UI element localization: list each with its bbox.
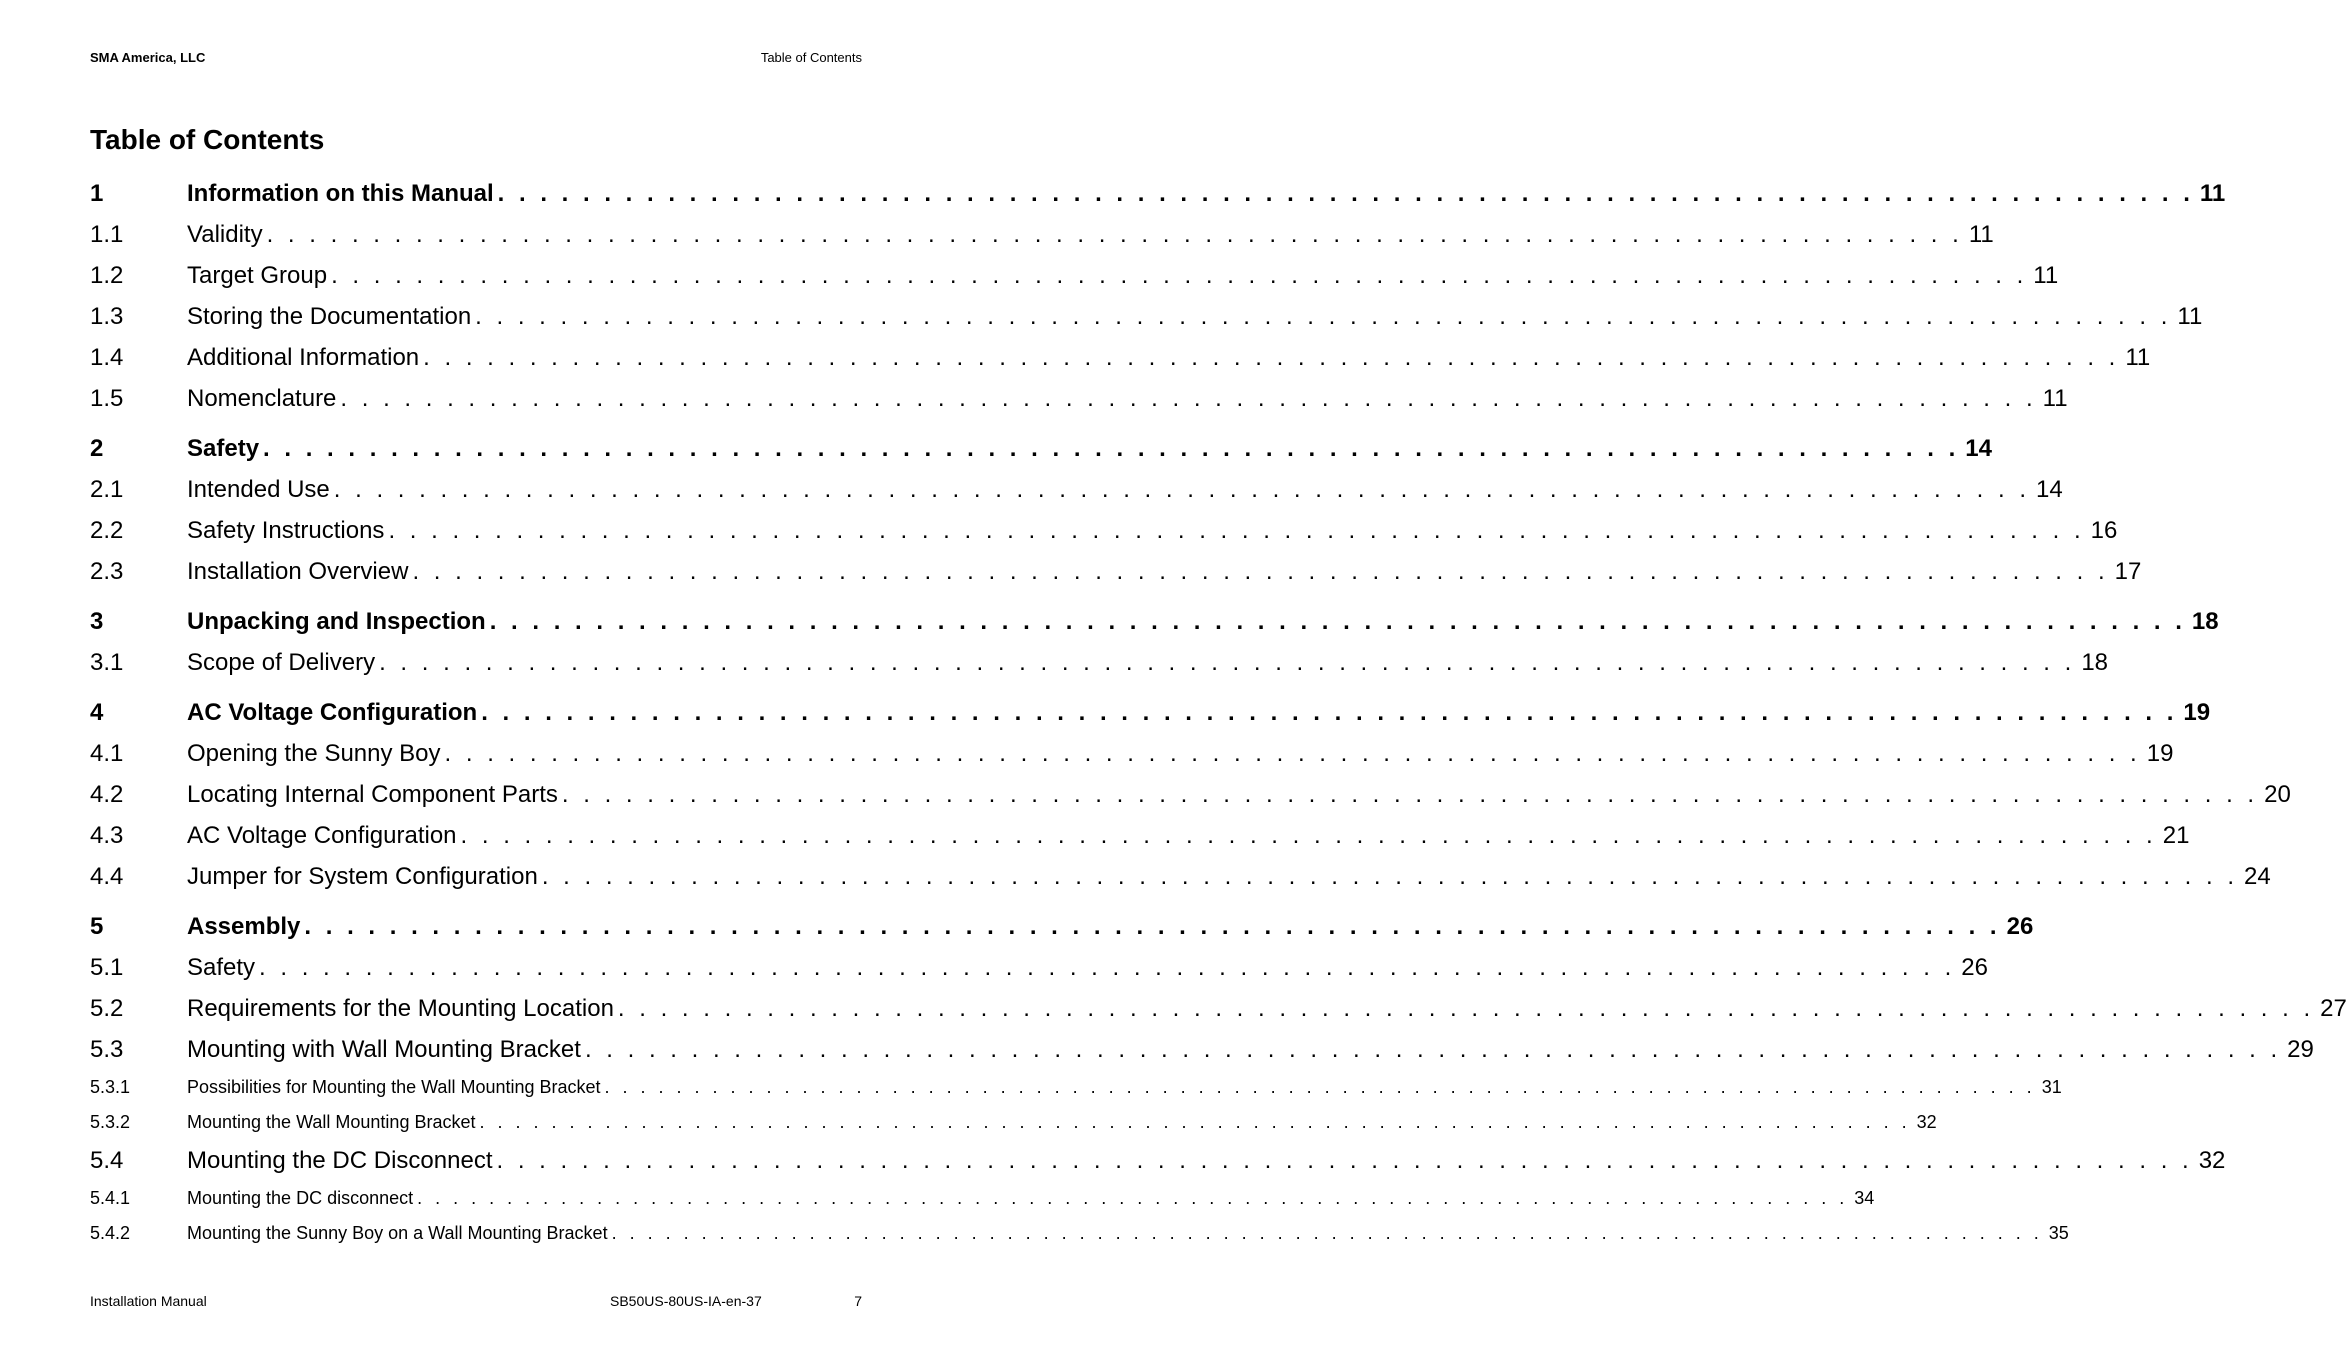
toc-leader-dots: . . . . . . . . . . . . . . . . . . . . . . . . . . . . . . . . . . . . . . . . . . . . . . . . . . . . . . . . . . . . . . . . . . . . . . . . . . . . . . . . bbox=[388, 517, 2085, 544]
toc-entry[interactable] bbox=[90, 378, 2068, 419]
toc-entry-number: 5.1 bbox=[90, 954, 124, 981]
toc-entry-number: 4.2 bbox=[90, 781, 124, 808]
toc-entry-page: 16 bbox=[2090, 517, 2118, 544]
toc-entry-number: 1.5 bbox=[90, 385, 124, 412]
toc-entry-title: Mounting the Wall Mounting Bracket bbox=[187, 1112, 476, 1132]
toc-entry-number: 1.4 bbox=[90, 344, 124, 371]
toc-entry-number: 5.4 bbox=[90, 1147, 124, 1174]
toc-entry-page: 11 bbox=[2125, 344, 2151, 371]
toc-entry-number: 3.1 bbox=[90, 649, 124, 676]
toc-entry-page: 17 bbox=[2114, 558, 2142, 585]
toc-leader-dots: . . . . . . . . . . . . . . . . . . . . . . . . . . . . . . . . . . . . . . . . . . . . . . . . . . . . . . . . . . . . . . . . . . . . . . . . . . . . . . . . bbox=[412, 558, 2109, 585]
toc-leader-dots: . . . . . . . . . . . . . . . . . . . . . . . . . . . . . . . . . . . . . . . . . . . . . . . . . . . . . . . . . . . . . . . . . . . . . . . . . . . . . . . . bbox=[417, 1188, 1849, 1208]
toc-entry[interactable] bbox=[90, 296, 2203, 337]
toc-entry[interactable] bbox=[90, 947, 1988, 988]
toc-leader-dots: . . . . . . . . . . . . . . . . . . . . . . . . . . . . . . . . . . . . . . . . . . . . . . . . . . . . . . . . . . . . . . . . . . . . . . . . . . . . . . . . bbox=[331, 262, 2028, 289]
toc-leader-dots: . . . . . . . . . . . . . . . . . . . . . . . . . . . . . . . . . . . . . . . . . . . . . . . . . . . . . . . . . . . . . . . . . . . . . . . . . . . . . . . . bbox=[489, 608, 2186, 635]
toc-entry-title: Safety bbox=[187, 954, 256, 981]
toc-entry-title: Additional Information bbox=[187, 344, 420, 371]
toc-leader-dots: . . . . . . . . . . . . . . . . . . . . . . . . . . . . . . . . . . . . . . . . . . . . . . . . . . . . . . . . . . . . . . . . . . . . . . . . . . . . . . . . bbox=[304, 913, 2001, 940]
toc-entry-title: Scope of Delivery bbox=[187, 649, 376, 676]
toc-entry-page: 19 bbox=[2183, 699, 2211, 726]
toc-entry-title: Unpacking and Inspection bbox=[187, 608, 486, 635]
toc-entry-number: 5.3.1 bbox=[90, 1077, 131, 1097]
toc-entry-page: 27 bbox=[2320, 995, 2347, 1022]
toc-entry-title: AC Voltage Configuration bbox=[187, 822, 457, 849]
toc-entry-title: Intended Use bbox=[187, 476, 330, 503]
toc-entry[interactable] bbox=[90, 469, 2063, 510]
toc-entry-page: 11 bbox=[1968, 221, 1994, 248]
toc-entry[interactable] bbox=[90, 337, 2151, 378]
toc-entry[interactable] bbox=[90, 429, 1992, 469]
toc-entry-number: 5.4.1 bbox=[90, 1188, 131, 1208]
toc-leader-dots: . . . . . . . . . . . . . . . . . . . . . . . . . . . . . . . . . . . . . . . . . . . . . . . . . . . . . . . . . . . . . . . . . . . . . . . . . . . . . . . . bbox=[604, 1077, 2036, 1097]
toc-entry-page: 14 bbox=[1965, 435, 1992, 462]
toc-entry-page: 19 bbox=[2146, 740, 2174, 767]
toc-leader-dots: . . . . . . . . . . . . . . . . . . . . . . . . . . . . . . . . . . . . . . . . . . . . . . . . . . . . . . . . . . . . . . . . . . . . . . . . . . . . . . . . bbox=[481, 699, 2178, 726]
toc-leader-dots: . . . . . . . . . . . . . . . . . . . . . . . . . . . . . . . . . . . . . . . . . . . . . . . . . . . . . . . . . . . . . . . . . . . . . . . . . . . . . . . . bbox=[561, 781, 2259, 808]
toc-leader-dots: . . . . . . . . . . . . . . . . . . . . . . . . . . . . . . . . . . . . . . . . . . . . . . . . . . . . . . . . . . . . . . . . . . . . . . . . . . . . . . . . bbox=[460, 822, 2157, 849]
toc-entry-number: 5.3.2 bbox=[90, 1112, 131, 1132]
toc-leader-dots: . . . . . . . . . . . . . . . . . . . . . . . . . . . . . . . . . . . . . . . . . . . . . . . . . . . . . . . . . . . . . . . . . . . . . . . . . . . . . . . . bbox=[333, 476, 2030, 503]
toc-leader-dots: . . . . . . . . . . . . . . . . . . . . . . . . . . . . . . . . . . . . . . . . . . . . . . . . . . . . . . . . . . . . . . . . . . . . . . . . . . . . . . . . bbox=[263, 435, 1960, 462]
toc-entry[interactable] bbox=[90, 1029, 2314, 1070]
toc-entry[interactable] bbox=[90, 733, 2174, 774]
toc-entry-number: 4.1 bbox=[90, 740, 124, 767]
toc-entry[interactable] bbox=[90, 642, 2109, 683]
toc-leader-dots: . . . . . . . . . . . . . . . . . . . . . . . . . . . . . . . . . . . . . . . . . . . . . . . . . . . . . . . . . . . . . . . . . . . . . . . . . . . . . . . . bbox=[617, 995, 2315, 1022]
toc-entry-number: 4 bbox=[90, 699, 104, 726]
footer-manual-name: Installation Manual bbox=[90, 1293, 207, 1309]
toc-entry-title: Storing the Documentation bbox=[187, 303, 472, 330]
toc-entry-page: 14 bbox=[2036, 476, 2063, 503]
toc-entry[interactable] bbox=[90, 1216, 2069, 1251]
toc-entry-number: 5 bbox=[90, 913, 104, 940]
toc-entry[interactable] bbox=[90, 1181, 1875, 1216]
toc-entry-title: Installation Overview bbox=[187, 558, 409, 585]
toc-entry[interactable] bbox=[90, 988, 2347, 1029]
toc-entry[interactable] bbox=[90, 907, 2034, 947]
toc-entry-number: 2 bbox=[90, 435, 104, 462]
toc-entry-title: Mounting the DC disconnect bbox=[187, 1188, 414, 1208]
toc-entry-page: 11 bbox=[2177, 303, 2203, 330]
toc-entry-page: 29 bbox=[2287, 1036, 2314, 1063]
toc-entry[interactable] bbox=[90, 510, 2118, 551]
toc-entry[interactable] bbox=[90, 774, 2291, 815]
toc-entry[interactable] bbox=[90, 815, 2190, 856]
toc-entry-number: 2.1 bbox=[90, 476, 124, 503]
toc-entry-page: 11 bbox=[2199, 180, 2226, 207]
toc-entry-title: Validity bbox=[187, 221, 263, 248]
toc-leader-dots: . . . . . . . . . . . . . . . . . . . . . . . . . . . . . . . . . . . . . . . . . . . . . . . . . . . . . . . . . . . . . . . . . . . . . . . . . . . . . . . . bbox=[444, 740, 2141, 767]
page-title: Table of Contents bbox=[90, 124, 325, 155]
toc-entry-page: 21 bbox=[2162, 822, 2190, 849]
toc-entry-title: Mounting the Sunny Boy on a Wall Mounting Bracket bbox=[187, 1223, 608, 1243]
toc-entry-page: 34 bbox=[1854, 1188, 1875, 1208]
footer-page-number: 7 bbox=[854, 1293, 862, 1309]
toc-entry-page: 31 bbox=[2041, 1077, 2062, 1097]
toc-entry-number: 5.3 bbox=[90, 1036, 124, 1063]
toc-leader-dots: . . . . . . . . . . . . . . . . . . . . . . . . . . . . . . . . . . . . . . . . . . . . . . . . . . . . . . . . . . . . . . . . . . . . . . . . . . . . . . . . bbox=[340, 385, 2037, 412]
toc-leader-dots: . . . . . . . . . . . . . . . . . . . . . . . . . . . . . . . . . . . . . . . . . . . . . . . . . . . . . . . . . . . . . . . . . . . . . . . . . . . . . . . . bbox=[266, 221, 1963, 248]
toc-entry-title: Information on this Manual bbox=[187, 180, 494, 207]
toc-entry[interactable] bbox=[90, 693, 2211, 733]
toc-entry-title: Possibilities for Mounting the Wall Mounting Bracket bbox=[187, 1077, 601, 1097]
toc-leader-dots: . . . . . . . . . . . . . . . . . . . . . . . . . . . . . . . . . . . . . . . . . . . . . . . . . . . . . . . . . . . . . . . . . . . . . . . . . . . . . . . . bbox=[541, 863, 2239, 890]
toc-entry-title: Jumper for System Configuration bbox=[187, 863, 538, 890]
toc-leader-dots: . . . . . . . . . . . . . . . . . . . . . . . . . . . . . . . . . . . . . . . . . . . . . . . . . . . . . . . . . . . . . . . . . . . . . . . . . . . . . . . . bbox=[584, 1036, 2282, 1063]
toc-entry-title: Opening the Sunny Boy bbox=[187, 740, 441, 767]
toc-entry-number: 1.2 bbox=[90, 262, 124, 289]
toc-entry-number: 1 bbox=[90, 180, 104, 207]
toc-leader-dots: . . . . . . . . . . . . . . . . . . . . . . . . . . . . . . . . . . . . . . . . . . . . . . . . . . . . . . . . . . . . . . . . . . . . . . . . . . . . . . . . bbox=[379, 649, 2076, 676]
toc-entry-title: Mounting the DC Disconnect bbox=[187, 1147, 493, 1174]
footer-doc-id: SB50US-80US-IA-en-37 bbox=[610, 1293, 762, 1309]
toc-entry-page: 26 bbox=[1961, 954, 1988, 981]
header-section: Table of Contents bbox=[760, 50, 862, 65]
toc-entry-title: Assembly bbox=[187, 913, 301, 940]
header-company: SMA America, LLC bbox=[90, 50, 206, 65]
toc-entry-page: 32 bbox=[1916, 1112, 1937, 1132]
toc-leader-dots: . . . . . . . . . . . . . . . . . . . . . . . . . . . . . . . . . . . . . . . . . . . . . . . . . . . . . . . . . . . . . . . . . . . . . . . . . . . . . . . . bbox=[611, 1223, 2043, 1243]
toc-leader-dots: . . . . . . . . . . . . . . . . . . . . . . . . . . . . . . . . . . . . . . . . . . . . . . . . . . . . . . . . . . . . . . . . . . . . . . . . . . . . . . . . bbox=[497, 180, 2194, 207]
toc-entry[interactable] bbox=[90, 174, 2226, 214]
toc-entry-title: Safety bbox=[187, 435, 260, 462]
toc-entry-title: AC Voltage Configuration bbox=[187, 699, 478, 726]
toc-entry-page: 18 bbox=[2191, 608, 2219, 635]
toc-leader-dots: . . . . . . . . . . . . . . . . . . . . . . . . . . . . . . . . . . . . . . . . . . . . . . . . . . . . . . . . . . . . . . . . . . . . . . . . . . . . . . . . bbox=[475, 303, 2172, 330]
toc-entry-number: 1.1 bbox=[90, 221, 124, 248]
toc-entry-page: 11 bbox=[2042, 385, 2068, 412]
toc-entry-number: 2.2 bbox=[90, 517, 124, 544]
toc-entry[interactable] bbox=[90, 1140, 2226, 1181]
toc-entry-page: 35 bbox=[2048, 1223, 2069, 1243]
toc-entry-title: Locating Internal Component Parts bbox=[187, 781, 558, 808]
toc-leader-dots: . . . . . . . . . . . . . . . . . . . . . . . . . . . . . . . . . . . . . . . . . . . . . . . . . . . . . . . . . . . . . . . . . . . . . . . . . . . . . . . . bbox=[479, 1112, 1911, 1132]
toc-entry-title: Target Group bbox=[187, 262, 328, 289]
toc-leader-dots: . . . . . . . . . . . . . . . . . . . . . . . . . . . . . . . . . . . . . . . . . . . . . . . . . . . . . . . . . . . . . . . . . . . . . . . . . . . . . . . . bbox=[423, 344, 2120, 371]
toc-list bbox=[90, 172, 2347, 1251]
toc-entry-number: 1.3 bbox=[90, 303, 124, 330]
toc-entry-page: 20 bbox=[2264, 781, 2291, 808]
toc-entry-number: 4.4 bbox=[90, 863, 124, 890]
toc-entry[interactable] bbox=[90, 1105, 1937, 1140]
toc-entry-number: 5.4.2 bbox=[90, 1223, 131, 1243]
toc-entry[interactable] bbox=[90, 856, 2271, 897]
toc-entry[interactable] bbox=[90, 214, 1994, 255]
toc-entry-number: 2.3 bbox=[90, 558, 124, 585]
toc-entry-title: Mounting with Wall Mounting Bracket bbox=[187, 1036, 581, 1063]
toc-leader-dots: . . . . . . . . . . . . . . . . . . . . . . . . . . . . . . . . . . . . . . . . . . . . . . . . . . . . . . . . . . . . . . . . . . . . . . . . . . . . . . . . bbox=[259, 954, 1956, 981]
toc-entry-number: 4.3 bbox=[90, 822, 124, 849]
toc-entry-page: 11 bbox=[2033, 262, 2059, 289]
toc-entry-page: 26 bbox=[2006, 913, 2034, 940]
toc-entry-number: 5.2 bbox=[90, 995, 124, 1022]
toc-entry-title: Safety Instructions bbox=[187, 517, 385, 544]
toc-leader-dots: . . . . . . . . . . . . . . . . . . . . . . . . . . . . . . . . . . . . . . . . . . . . . . . . . . . . . . . . . . . . . . . . . . . . . . . . . . . . . . . . bbox=[496, 1147, 2193, 1174]
toc-entry[interactable] bbox=[90, 1070, 2062, 1105]
toc-entry-number: 3 bbox=[90, 608, 104, 635]
toc-entry-page: 18 bbox=[2081, 649, 2109, 676]
toc-entry-title: Nomenclature bbox=[187, 385, 337, 412]
toc-entry-page: 24 bbox=[2244, 863, 2271, 890]
toc-entry[interactable] bbox=[90, 551, 2142, 592]
toc-entry[interactable] bbox=[90, 255, 2059, 296]
toc-entry-page: 32 bbox=[2198, 1147, 2226, 1174]
toc-entry-title: Requirements for the Mounting Location bbox=[187, 995, 614, 1022]
toc-entry[interactable] bbox=[90, 602, 2219, 642]
